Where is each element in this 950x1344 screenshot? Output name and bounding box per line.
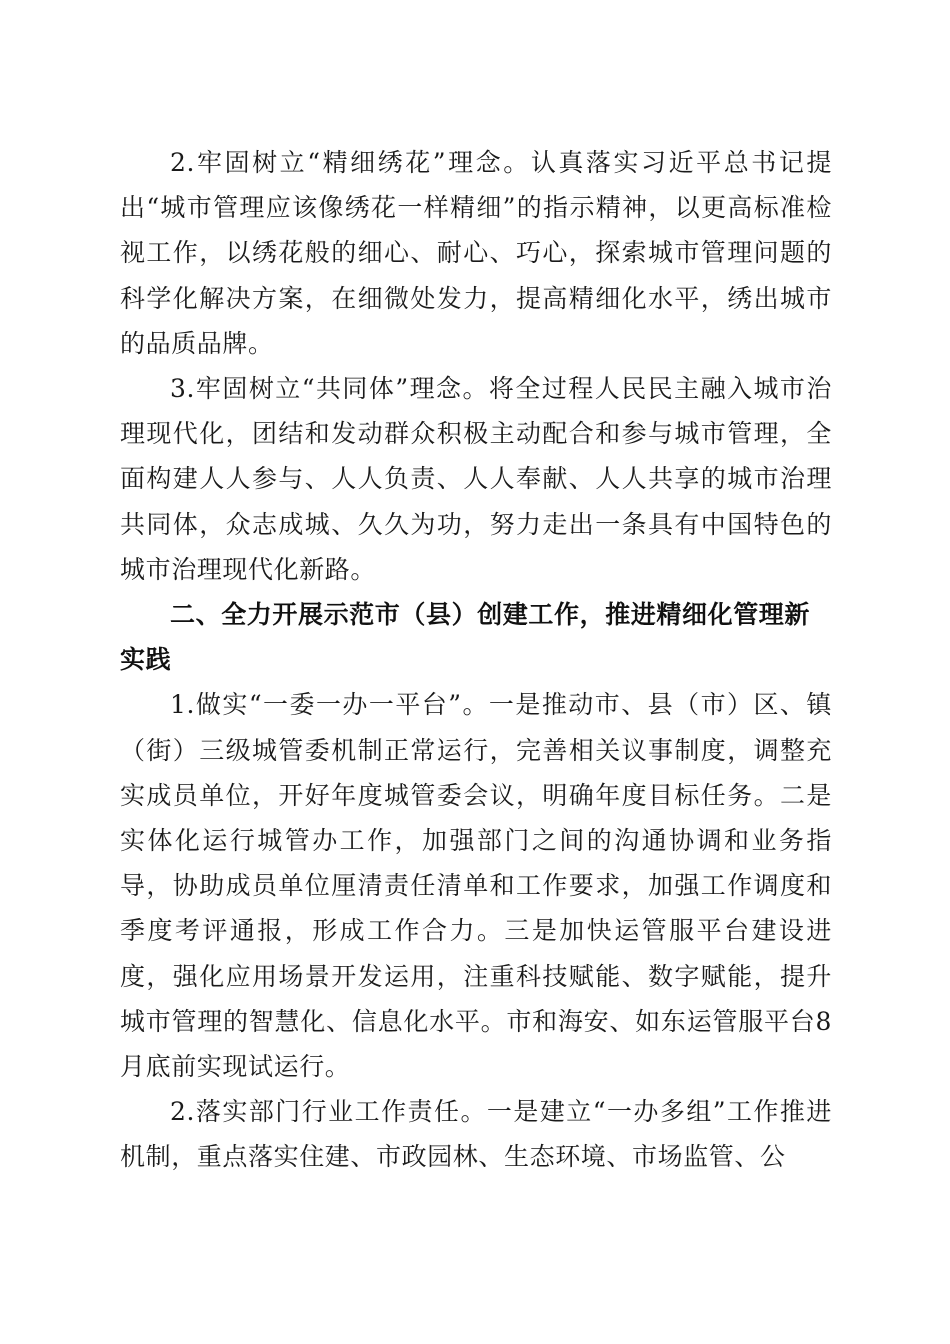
paragraph-community-concept: 3.牢固树立“共同体”理念。将全过程人民民主融入城市治理现代化，团结和发动群众积极主动配合和参与城市管理，全面构建人人参与、人人负责、人人奉献、人人共享的城市治理共同体，众志成城、久久为功，努力走出一条具有中国特色的城市治理现代化新路。 [120,374,832,584]
paragraph-department-responsibility: 2.落实部门行业工作责任。一是建立“一办多组”工作推进机制，重点落实住建、市政园林、生态环境、市场监管、公 [120,1097,832,1172]
document-body [120,140,832,1180]
paragraph-precision-concept: 2.牢固树立“精细绣花”理念。认真落实习近平总书记提出“城市管理应该像绣花一样精细”的指示精神，以更高标准检视工作，以绣花般的细心、耐心、巧心，探索城市管理问题的科学化解决方案，在细微处发力，提高精细化水平，绣出城市的品质品牌。 [120,148,832,358]
paragraph-one-committee-platform: 1.做实“一委一办一平台”。一是推动市、县（市）区、镇（街）三级城管委机制正常运行，完善相关议事制度，调整充实成员单位，开好年度城管委会议，明确年度目标任务。二是实体化运行城管办工作，加强部门之间的沟通协调和业务指导，协助成员单位厘清责任清单和工作要求，加强工作调度和季度考评通报，形成工作合力。三是加快运管服平台建设进度，强化应用场景开发运用，注重科技赋能、数字赋能，提升城市管理的智慧化、信息化水平。市和海安、如东运管服平台8月底前实现试运行。 [120,690,832,1082]
section-heading: 二、全力开展示范市（县）创建工作，推进精细化管理新实践 [120,600,811,675]
